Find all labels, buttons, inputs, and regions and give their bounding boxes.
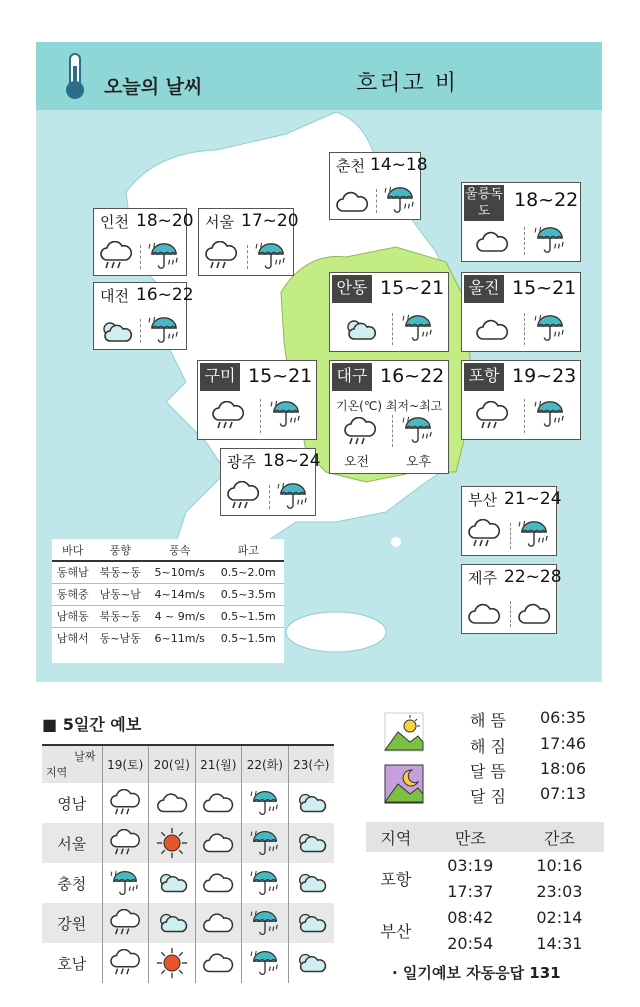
sea-header-wind-dir: 풍향	[93, 539, 146, 561]
sun-icon	[156, 827, 188, 859]
umbrella-icon	[532, 313, 568, 343]
sea-cell: 북동~동	[93, 605, 146, 627]
sea-cell: 남동~남	[93, 583, 146, 605]
partly-cloudy-icon	[294, 909, 328, 937]
sunrise-sunset-icon	[384, 712, 424, 752]
moonrise-moonset-icon	[384, 764, 424, 804]
weather-summary: 흐리고 비	[356, 71, 459, 96]
umbrella-icon	[248, 949, 282, 977]
partly-cloudy-icon	[294, 829, 328, 857]
city-temp: 16~22	[136, 285, 194, 305]
table-row	[42, 783, 334, 823]
city-card-ulleung-dokdo	[461, 182, 581, 262]
table-row	[52, 605, 284, 627]
umbrella-icon	[146, 315, 182, 345]
tide-low: 23:03	[536, 881, 583, 901]
umbrella-icon	[253, 241, 289, 271]
city-card-busan	[461, 486, 562, 556]
city-temp: 15~21	[248, 365, 313, 387]
city-name: 광주	[227, 453, 256, 471]
table-row	[52, 583, 284, 605]
sea-cell: 동~남동	[99, 632, 141, 646]
sea-cell: 남해동	[52, 605, 93, 627]
partly-cloudy-icon	[98, 317, 134, 347]
forecast-cell	[195, 903, 242, 943]
sea-cell: 4~14m/s	[147, 583, 213, 605]
table-row	[42, 863, 334, 903]
rain-cloud-icon	[108, 949, 142, 977]
cloud-icon	[334, 187, 370, 217]
partly-cloudy-icon	[294, 869, 328, 897]
city-temp: 15~21	[380, 277, 445, 299]
day-header: 20(일)	[149, 745, 196, 783]
cloud-icon	[201, 949, 235, 977]
sunset-time: 17:46	[540, 734, 587, 753]
moonrise-label: 달 뜸	[470, 762, 506, 781]
city-card-chuncheon	[329, 152, 428, 220]
tide-header-region: 지역	[366, 822, 426, 852]
moonrise-time: 18:06	[540, 759, 587, 778]
city-name: 제주	[468, 569, 497, 587]
day-header: 21(월)	[195, 745, 242, 783]
forecast-cell	[149, 943, 196, 983]
umbrella-icon	[248, 829, 282, 857]
rain-cloud-icon	[108, 909, 142, 937]
region-name: 호남	[42, 943, 102, 983]
sea-cell: 동해중	[52, 583, 93, 605]
five-day-forecast-table	[42, 744, 334, 983]
city-card-daejeon	[93, 282, 194, 350]
city-card-uljin	[461, 272, 581, 352]
city-card-andong	[329, 272, 449, 352]
partly-cloudy-icon	[342, 315, 378, 345]
umbrella-icon	[532, 399, 568, 429]
forecast-cell	[242, 823, 289, 863]
rain-cloud-icon	[342, 417, 378, 447]
forecast-cell	[102, 903, 149, 943]
umbrella-icon	[532, 225, 568, 255]
umbrella-icon	[382, 185, 418, 215]
table-row	[42, 903, 334, 943]
sea-conditions-table	[52, 539, 284, 663]
table-row	[42, 823, 334, 863]
tide-header-high: 만조	[426, 822, 515, 852]
tide-low: 02:14	[536, 907, 583, 927]
rain-cloud-icon	[210, 401, 246, 431]
cloud-icon	[201, 909, 235, 937]
region-name: 영남	[42, 783, 102, 823]
tide-low: 10:16	[536, 855, 583, 875]
city-temp: 21~24	[504, 489, 562, 509]
cloud-icon	[201, 789, 235, 817]
forecast-cell	[242, 903, 289, 943]
forecast-cell	[242, 783, 289, 823]
city-name: 울릉독도	[465, 187, 503, 219]
forecast-cell	[242, 943, 289, 983]
region-name: 충청	[42, 863, 102, 903]
umbrella-icon	[146, 241, 182, 271]
moonset-time: 07:13	[540, 784, 587, 803]
sea-cell: 0.5~2.0m	[213, 561, 284, 583]
cloud-icon	[474, 315, 510, 345]
city-temp: 19~23	[512, 365, 577, 387]
day-header: 19(토)	[102, 745, 149, 783]
forecast-cell	[288, 863, 334, 903]
sea-cell: 5~10m/s	[147, 561, 213, 583]
forecast-cell	[149, 823, 196, 863]
city-card-incheon	[93, 208, 194, 276]
city-name: 인천	[100, 213, 129, 231]
forecast-cell	[195, 863, 242, 903]
tide-high: 20:54	[447, 933, 494, 953]
city-card-gwangju	[220, 448, 321, 516]
forecast-cell	[288, 903, 334, 943]
city-name: 구미	[200, 363, 240, 391]
rain-cloud-icon	[108, 789, 142, 817]
partly-cloudy-icon	[294, 949, 328, 977]
tide-high: 03:19	[447, 855, 494, 875]
jeju-island	[286, 612, 386, 652]
city-temp: 16~22	[380, 365, 445, 387]
cloud-icon	[155, 789, 189, 817]
region-name: 서울	[42, 823, 102, 863]
day-header: 23(수)	[288, 745, 334, 783]
sea-cell: 0.5~1.5m	[213, 605, 284, 627]
sea-cell: 4 ~ 9m/s	[147, 605, 213, 627]
rain-cloud-icon	[225, 481, 261, 511]
city-temp: 15~21	[512, 277, 577, 299]
cloud-icon	[516, 599, 552, 629]
pm-label: 오후	[406, 455, 432, 470]
umbrella-icon	[400, 415, 436, 445]
forecast-cell	[242, 863, 289, 903]
sea-header-area: 바다	[52, 539, 93, 561]
forecast-cell	[288, 783, 334, 823]
temp-legend: 기온(℃) 최저~최고	[336, 399, 443, 413]
tide-region: 포항	[380, 869, 412, 889]
city-name: 부산	[468, 491, 497, 509]
forecast-cell	[195, 943, 242, 983]
sea-cell: 남해서	[56, 632, 89, 646]
umbrella-icon	[516, 519, 552, 549]
tide-table	[366, 822, 604, 956]
tide-header-low: 간조	[515, 822, 604, 852]
sunset-label: 해 짐	[470, 737, 506, 756]
rain-cloud-icon	[466, 519, 502, 549]
city-name: 안동	[332, 275, 372, 303]
table-row	[366, 852, 604, 878]
cloud-icon	[201, 829, 235, 857]
tide-region: 부산	[380, 921, 412, 941]
rain-cloud-icon	[108, 829, 142, 857]
city-name: 대구	[332, 363, 372, 391]
forecast-cell	[102, 943, 149, 983]
city-temp: 18~22	[514, 189, 579, 211]
today-weather-title: 오늘의 날씨	[104, 76, 203, 98]
cloud-icon	[474, 227, 510, 257]
table-row	[42, 943, 334, 983]
sunrise-time: 06:35	[540, 708, 587, 727]
table-row	[366, 904, 604, 930]
moonset-label: 달 짐	[470, 787, 506, 806]
city-card-pohang	[461, 360, 581, 440]
city-name: 서울	[205, 213, 234, 231]
umbrella-icon	[275, 481, 311, 511]
forecast-hotline: · 일기예보 자동응답 131	[392, 964, 561, 982]
sea-header-wave: 파고	[213, 539, 284, 561]
five-day-title: ■ 5일간 예보	[42, 715, 142, 734]
am-label: 오전	[344, 455, 370, 470]
sea-header-wind-speed: 풍속	[147, 539, 213, 561]
city-temp: 18~20	[136, 211, 194, 231]
sea-cell: 6~11m/s	[154, 631, 205, 645]
corner-date-label: 날짜	[74, 749, 96, 763]
rain-cloud-icon	[98, 241, 134, 271]
city-temp: 17~20	[241, 211, 299, 231]
city-card-daegu	[329, 360, 449, 474]
city-name: 춘천	[336, 157, 365, 175]
sun-icon	[156, 947, 188, 979]
rain-cloud-icon	[474, 401, 510, 431]
tide-high: 17:37	[447, 881, 494, 901]
tide-low: 14:31	[536, 933, 583, 953]
city-temp: 22~28	[504, 567, 562, 587]
sea-cell: 동해남	[52, 561, 93, 583]
umbrella-icon	[248, 789, 282, 817]
forecast-cell	[195, 823, 242, 863]
umbrella-icon	[248, 909, 282, 937]
corner-region-label: 지역	[46, 765, 68, 779]
table-row	[52, 561, 284, 583]
city-card-gumi	[197, 360, 317, 440]
city-name: 포항	[464, 363, 504, 391]
forecast-cell	[149, 903, 196, 943]
forecast-cell	[102, 823, 149, 863]
forecast-cell	[288, 943, 334, 983]
umbrella-icon	[108, 869, 142, 897]
city-name: 울진	[464, 275, 504, 303]
rain-cloud-icon	[203, 241, 239, 271]
sea-cell: 북동~동	[93, 561, 146, 583]
cloud-icon	[201, 869, 235, 897]
tide-high: 08:42	[447, 907, 494, 927]
forecast-cell	[102, 783, 149, 823]
partly-cloudy-icon	[155, 869, 189, 897]
forecast-cell	[195, 783, 242, 823]
sea-cell: 0.5~1.5m	[220, 631, 276, 645]
city-temp: 14~18	[370, 155, 428, 175]
corner-cell	[42, 745, 102, 783]
region-name: 강원	[42, 903, 102, 943]
forecast-cell	[149, 783, 196, 823]
city-name: 대전	[100, 287, 129, 305]
forecast-cell	[102, 863, 149, 903]
umbrella-icon	[248, 869, 282, 897]
forecast-cell	[149, 863, 196, 903]
city-card-seoul	[198, 208, 299, 276]
sunrise-label: 해 뜸	[470, 711, 506, 730]
umbrella-icon	[400, 313, 436, 343]
partly-cloudy-icon	[155, 909, 189, 937]
forecast-cell	[288, 823, 334, 863]
umbrella-icon	[268, 399, 304, 429]
thermometer-icon	[60, 52, 90, 102]
day-header: 22(화)	[242, 745, 289, 783]
sea-cell: 0.5~3.5m	[213, 583, 284, 605]
table-row	[52, 627, 284, 649]
partly-cloudy-icon	[294, 789, 328, 817]
city-card-jeju	[461, 564, 562, 634]
cloud-icon	[466, 599, 502, 629]
city-temp: 18~24	[263, 451, 321, 471]
